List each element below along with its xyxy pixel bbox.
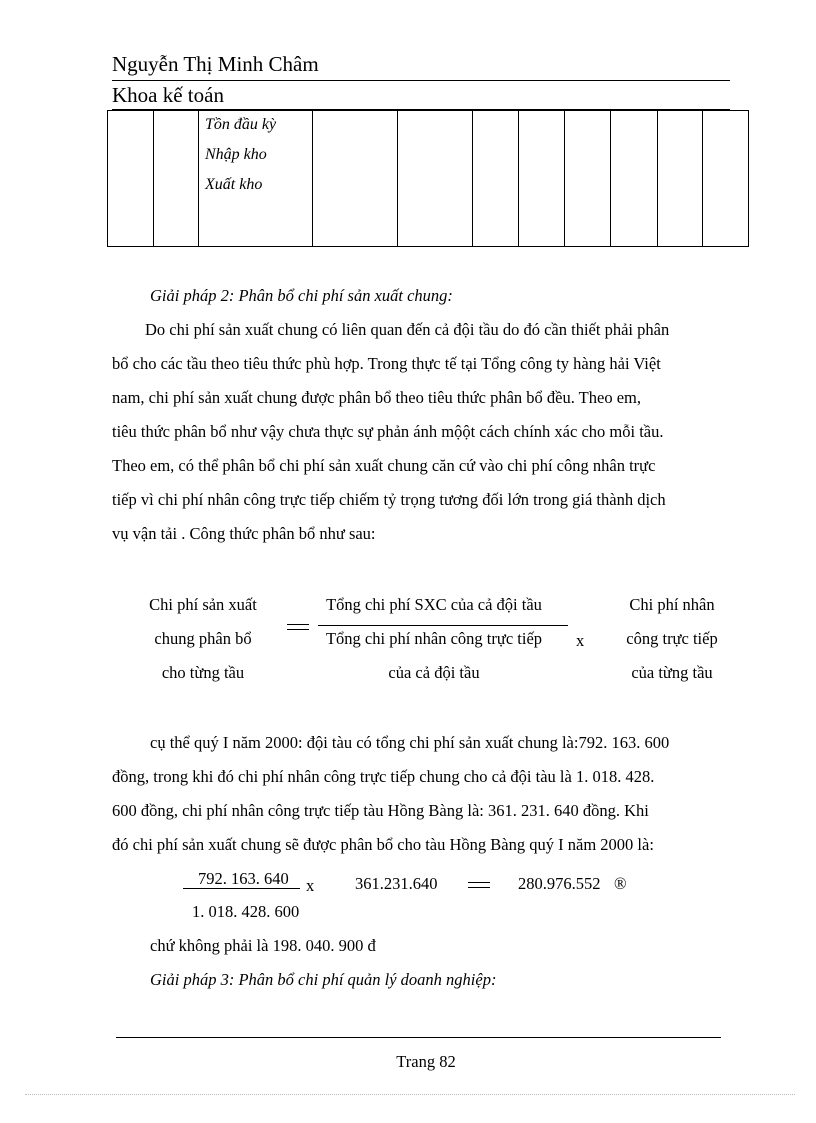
paragraph-line: đó chi phí sản xuất chung sẽ được phân bổ cho tàu Hồng Bàng quý I năm 2000 là: (112, 835, 654, 854)
calc-equals-top (468, 882, 490, 883)
calc-fraction-bar (183, 888, 300, 889)
table-cell (154, 111, 199, 247)
paragraph-line: bổ cho các tầu theo tiêu thức phù hợp. Trong thực tế tại Tổng công ty hàng hải Việt (112, 354, 661, 373)
paragraph-line: Do chi phí sản xuất chung có liên quan đến cả đội tầu do đó cần thiết phải phân (145, 320, 670, 339)
calc-equals-bottom (468, 887, 490, 888)
paragraph-line: 600 đồng, chi phí nhân công trực tiếp tàu Hồng Bàng là: 361. 231. 640 đồng. Khi (112, 801, 649, 820)
table-cell (398, 111, 473, 247)
author-name: Nguyễn Thị Minh Châm (112, 52, 319, 76)
page-number: Trang 82 (396, 1052, 456, 1071)
table-cell (473, 111, 519, 247)
table-cell (658, 111, 703, 247)
page-edge (25, 1094, 795, 1095)
calc-result: 280.976.552 (518, 874, 601, 893)
equals-sign-top (287, 624, 309, 625)
note-line: chứ không phải là 198. 040. 900 đ (150, 936, 376, 955)
table-cell (108, 111, 154, 247)
table-cell-labels (199, 111, 313, 247)
registered-mark-icon: ® (614, 874, 627, 893)
table-cell (611, 111, 658, 247)
paragraph-line: vụ vận tải . Công thức phân bổ như sau: (112, 524, 376, 543)
table-cell (313, 111, 398, 247)
calc-multiply-sign: x (306, 876, 315, 895)
calc-denominator: 1. 018. 428. 600 (192, 902, 300, 921)
paragraph-line: Theo em, có thể phân bổ chi phí sản xuất chung căn cứ vào chi phí công nhân trực (112, 456, 656, 475)
paragraph-line: tiếp vì chi phí nhân công trực tiếp chiếm tỷ trọng tương đối lớn trong giá thành dịch (112, 490, 666, 509)
inventory-table (107, 110, 749, 247)
header-divider (112, 80, 730, 81)
formula-left-term: cho từng tầu (161, 663, 245, 682)
paragraph-line: đồng, trong khi đó chi phí nhân công trực tiếp chung cho cả đội tàu là 1. 018. 428. (112, 767, 655, 786)
formula-denominator: Tổng chi phí nhân công trực tiếp (325, 629, 543, 648)
multiply-sign: x (576, 631, 585, 650)
paragraph-line: nam, chi phí sản xuất chung được phân bổ theo tiêu thức phân bổ đều. Theo em, (112, 388, 641, 407)
formula-left-term: chung phân bổ (154, 629, 252, 648)
row-label-stock-out: Xuất kho (205, 176, 263, 193)
formula-right-term: của từng tầu (631, 663, 713, 682)
table-row (108, 111, 749, 247)
department-name: Khoa kế toán (112, 83, 224, 107)
formula-numerator: Tổng chi phí SXC của cả đội tầu (326, 595, 542, 614)
calc-multiplier: 361.231.640 (355, 874, 438, 893)
row-label-stock-in: Nhập kho (205, 146, 267, 163)
table-cell (565, 111, 611, 247)
formula-right-term: Chi phí nhân (629, 595, 715, 614)
calc-numerator: 792. 163. 640 (198, 869, 289, 888)
table-cell (519, 111, 565, 247)
table-cell (703, 111, 749, 247)
paragraph-line: tiêu thức phân bổ như vậy chưa thực sự phản ánh mộột cách chính xác cho mỗi tầu. (112, 422, 664, 441)
paragraph-line: cụ thể quý I năm 2000: đội tàu có tổng chi phí sản xuất chung là:792. 163. 600 (150, 733, 670, 752)
fraction-bar (318, 625, 568, 626)
row-label-opening-stock: Tồn đầu kỳ (205, 116, 277, 133)
section-3-heading: Giải pháp 3: Phân bổ chi phí quản lý doanh nghiệp: (150, 970, 497, 989)
formula-left-term: Chi phí sản xuất (149, 595, 257, 614)
section-2-heading: Giải pháp 2: Phân bổ chi phí sản xuất chung: (150, 286, 453, 305)
footer-divider (116, 1037, 721, 1038)
formula-right-term: công trực tiếp (626, 629, 718, 648)
formula-denominator: của cả đội tầu (388, 663, 480, 682)
